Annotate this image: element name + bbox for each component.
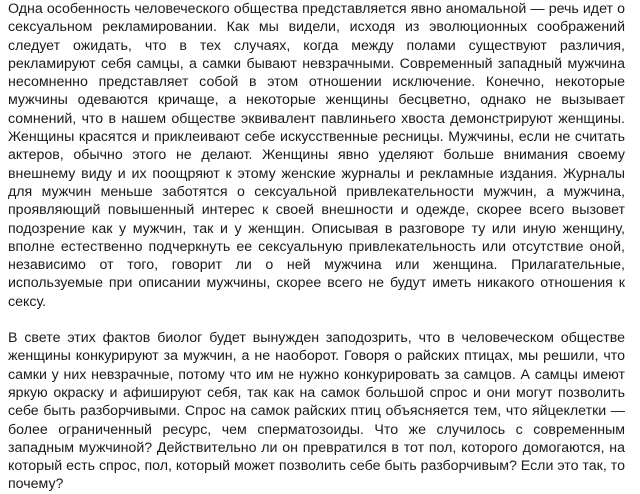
paragraph-1: Одна особенность человеческого общества представляется явно аномальной — речь идет о сексуальном рекламировании. Как мы видели, исходя из эволюционных соображений следует ожидать, что в тех случаях, когда между полами существуют различия, рекламируют себя самцы, а самки бывают невзрачными. Современный западный мужчина несомненно представляет собой в этом отношении исключение. Конечно, некоторые мужчины одеваются кричаще, а некоторые женщины бесцветно, однако не вызывает сомнений, что в нашем обществе эквивалент павлиньего хвоста демонстрируют женщины. Женщины красятся и приклеивают себе искусственные ресницы. Мужчины, если не считать актеров, обычно этого не делают. Женщины явно уделяют больше внимания своему внешнему виду и их поощряют к этому женские журналы и рекламные издания. Журналы для мужчин меньше заботятся о сексуальной привлекательности мужчин, а мужчина, проявляющий повышенный интерес к своей внешности и одежде, скорее всего вызовет подозрение как у мужчин, так и у женщин. Описывая в разговоре ту или иную женщину, вполне естественно подчеркнуть ее сексуальную привлекательность или отсутствие оной, независимо от того, говорит ли о ней мужчина или женщина. Прилагательные, используемые при описании мужчины, скорее всего не будут иметь никакого отношения к сексу.: [8, 1, 625, 310]
paragraph-2: В свете этих фактов биолог будет вынужден заподозрить, что в человеческом обществе женщины конкурируют за мужчин, а не наоборот. Говоря о райских птицах, мы решили, что самки у них невзрачные, потому что им не нужно конкурировать за самцов. А самцы имеют яркую окраску и афишируют себя, так как на самок большой спрос и они могут позволить себе быть разборчивыми. Спрос на самок райских птиц объясняется тем, что яйцеклетки — более ограниченный ресурс, чем сперматозоиды. Что же случилось с современным западным мужчиной? Действительно ли он превратился в тот пол, которого домогаются, на который есть спрос, пол, который может позволить себе быть разборчивым? Если это так, то почему?: [8, 330, 625, 493]
document-body: [8, 0, 625, 494]
